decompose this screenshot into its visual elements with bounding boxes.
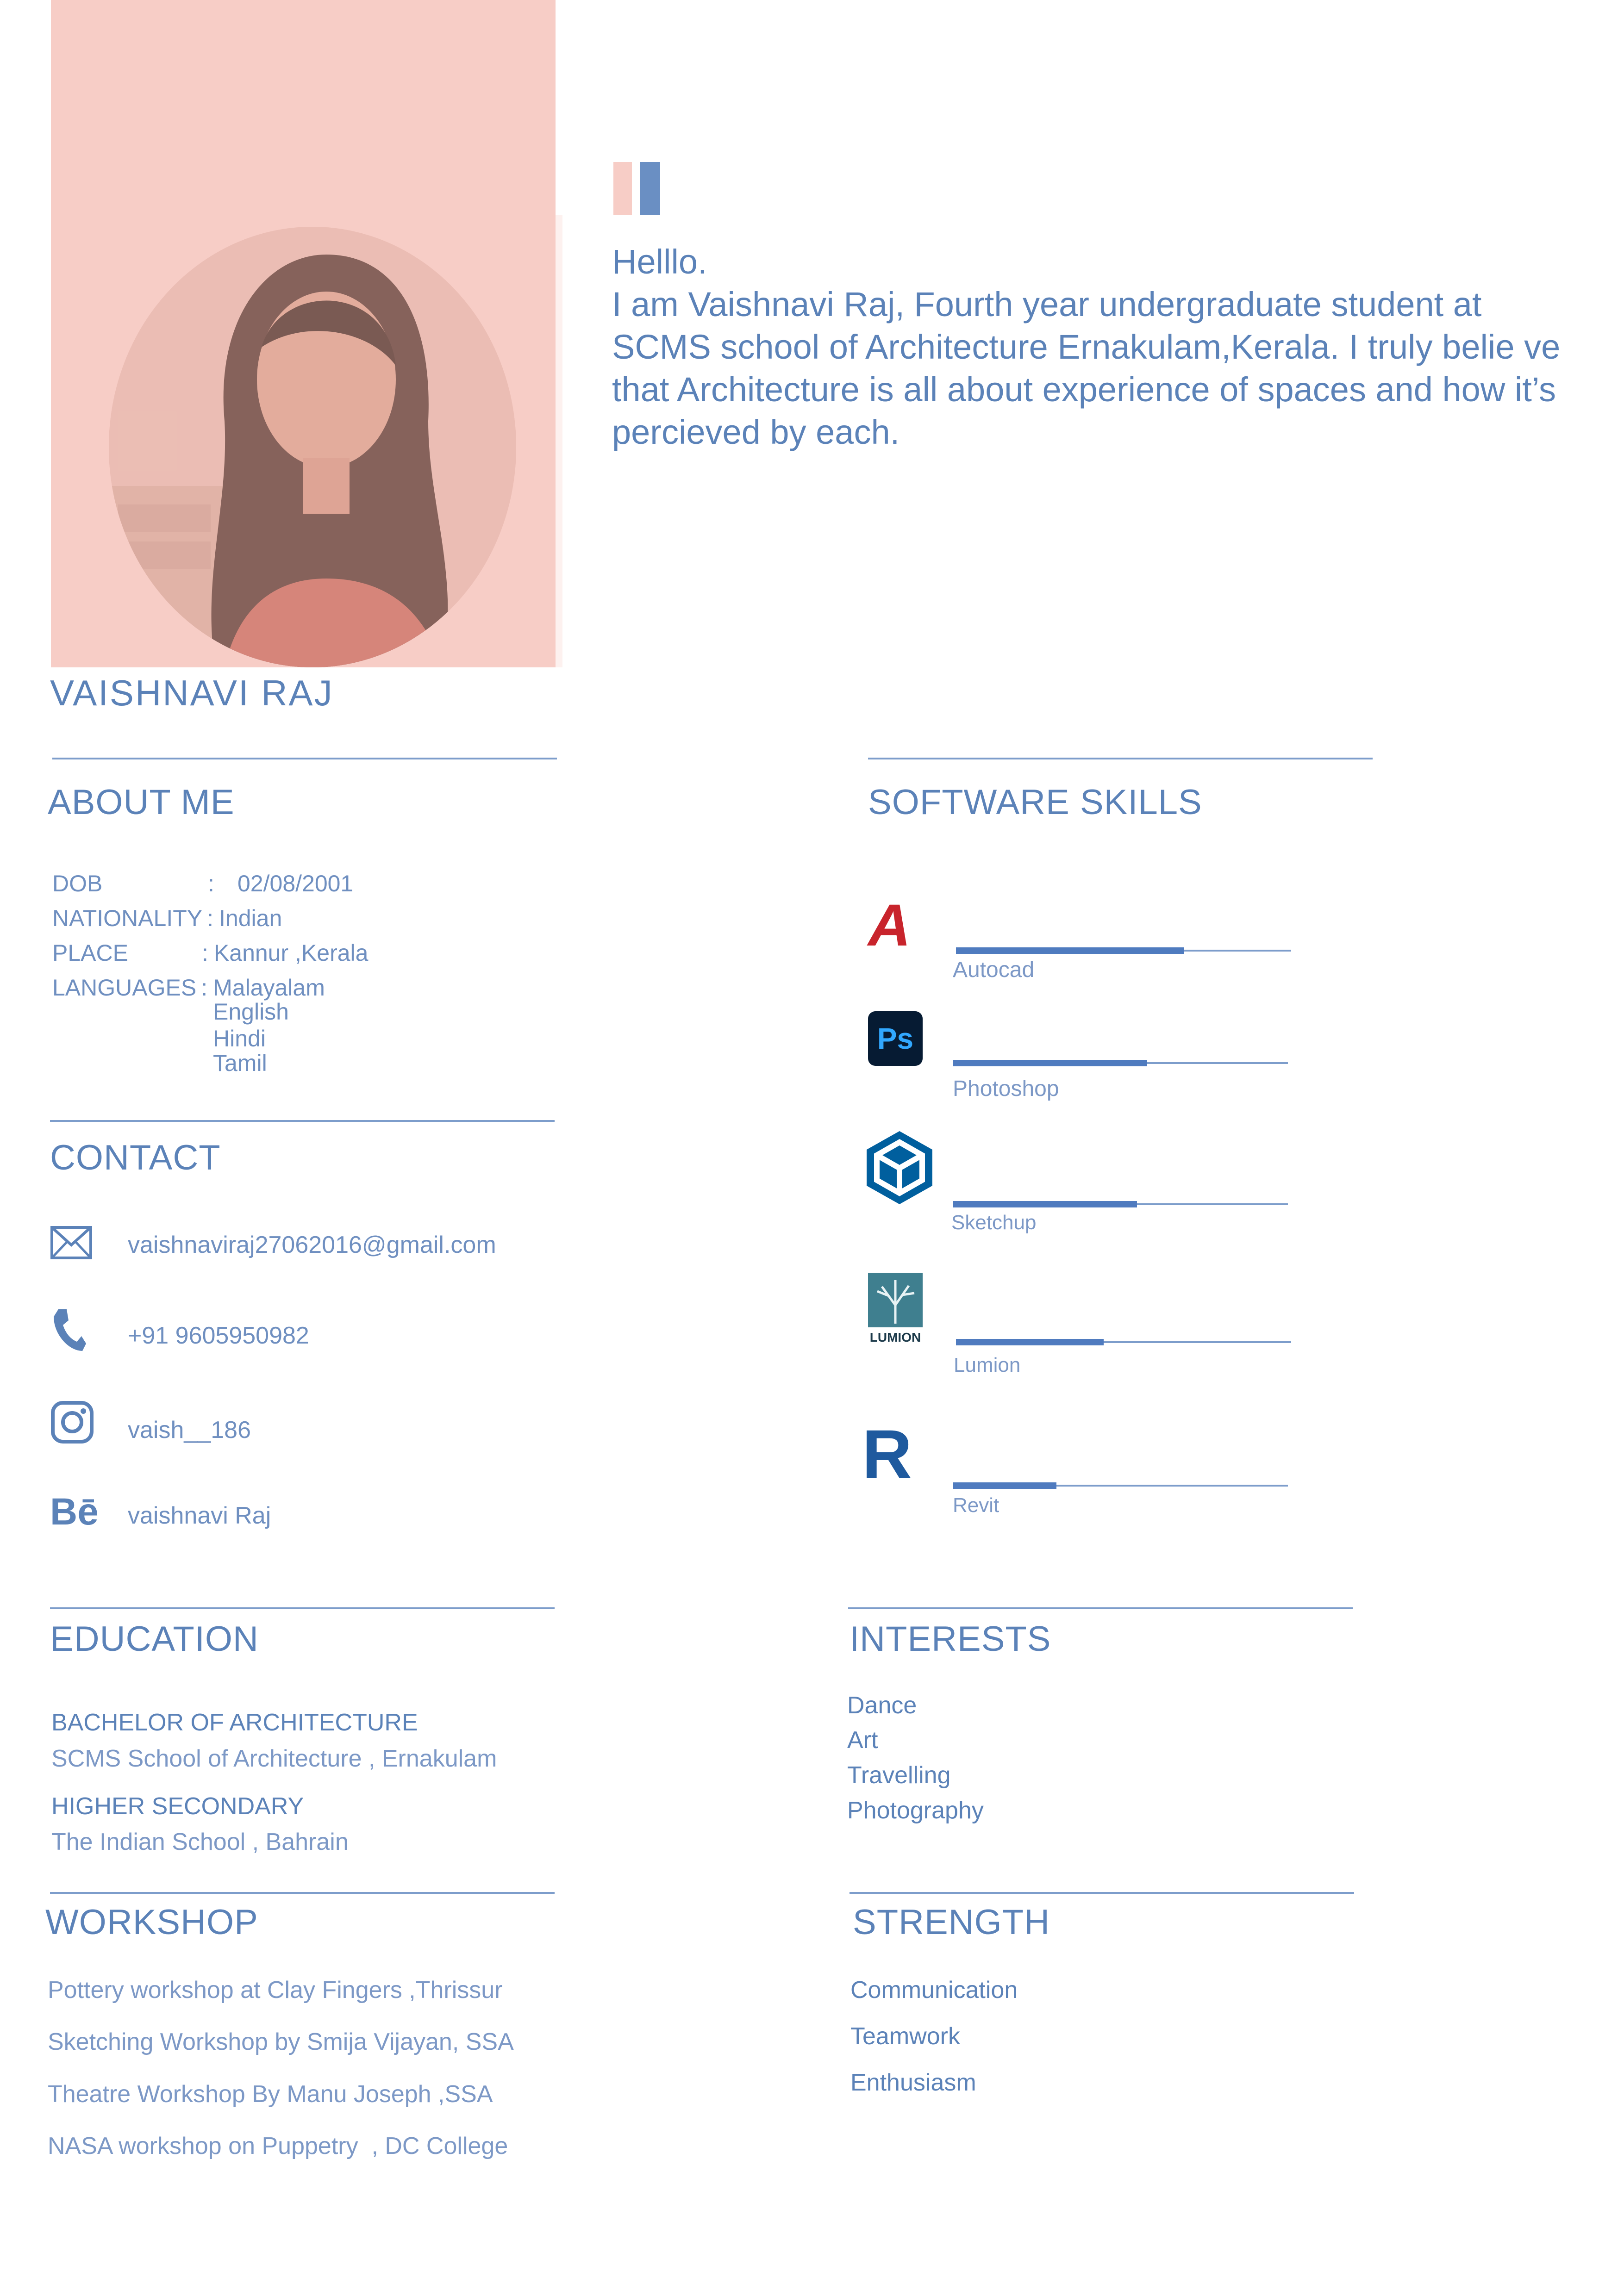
mail-icon (50, 1226, 94, 1270)
strength-item: Enthusiasm (850, 2069, 976, 2096)
autocad-icon: A (868, 892, 911, 958)
about-separator: : (201, 975, 208, 1001)
revit-icon: R (862, 1415, 912, 1493)
workshop-heading: WORKSHOP (45, 1903, 258, 1942)
skill-label-revit: Revit (953, 1494, 999, 1517)
strength-item: Communication (850, 1977, 1018, 2004)
divider-contact (50, 1120, 555, 1122)
intro-paragraph: I am Vaishnavi Raj, Fourth year undergraduate student at SCMS school of Architecture Ernakulam,Kerala. I truly belie ve that Architecture is all about experience of spaces and how it’s percieved by each. (612, 285, 1561, 451)
skill-bar-fill (956, 947, 1184, 954)
divider-workshop (50, 1892, 555, 1894)
contact-heading: CONTACT (50, 1138, 221, 1177)
education-school: SCMS School of Architecture , Ernakulam (51, 1745, 497, 1772)
workshop-item: Theatre Workshop By Manu Joseph ,SSA (48, 2081, 493, 2108)
skill-label-sketchup: Sketchup (951, 1211, 1037, 1234)
contact-email[interactable]: vaishnaviraj27062016@gmail.com (128, 1232, 496, 1258)
skill-bar-revit (953, 1485, 1288, 1487)
about-row-nationality (52, 905, 282, 932)
accent-bar-pink (613, 162, 632, 215)
skill-label-photoshop: Photoshop (953, 1076, 1059, 1101)
photo-tint-overlay (51, 215, 562, 667)
sketchup-icon (865, 1129, 934, 1208)
about-separator: : (202, 940, 208, 966)
skill-bar-fill (953, 1201, 1137, 1207)
interest-item: Photography (847, 1797, 984, 1824)
intro-text (612, 241, 1584, 454)
about-separator: : (207, 905, 214, 931)
about-label: DOB (52, 871, 103, 896)
about-value: 02/08/2001 (237, 871, 354, 896)
divider-strength (849, 1892, 1354, 1894)
skill-label-lumion: Lumion (954, 1354, 1021, 1376)
phone-icon (50, 1307, 94, 1351)
about-language: Hindi (213, 1026, 266, 1052)
intro-greeting: Helllo. (612, 243, 707, 281)
about-value: Indian (219, 905, 282, 931)
behance-icon: Bē (50, 1491, 99, 1533)
interest-item: Travelling (847, 1762, 951, 1789)
about-row-dob (52, 870, 353, 897)
workshop-item: Sketching Workshop by Smija Vijayan, SSA (48, 2028, 514, 2055)
contact-behance[interactable]: vaishnavi Raj (128, 1502, 271, 1529)
instagram-icon (50, 1400, 94, 1444)
education-degree: BACHELOR OF ARCHITECTURE (51, 1709, 418, 1736)
divider-education (50, 1607, 555, 1609)
skill-bar-sketchup (953, 1203, 1288, 1205)
contact-instagram[interactable]: vaish__186 (128, 1417, 251, 1444)
skill-bar-photoshop (953, 1062, 1288, 1064)
workshop-item: NASA workshop on Puppetry , DC College (48, 2133, 508, 2159)
profile-name: VAISHNAVI RAJ (50, 672, 334, 713)
strength-heading: STRENGTH (853, 1903, 1050, 1942)
divider-about (52, 758, 557, 759)
education-degree: HIGHER SECONDARY (51, 1793, 304, 1820)
skill-bar-autocad (956, 950, 1291, 952)
about-value: Kannur ,Kerala (213, 940, 369, 966)
education-school: The Indian School , Bahrain (51, 1829, 349, 1855)
interests-heading: INTERESTS (849, 1619, 1051, 1659)
interest-item: Art (847, 1727, 878, 1754)
photoshop-icon: Ps (868, 1011, 923, 1066)
about-separator: : (208, 871, 214, 896)
divider-software (868, 758, 1373, 759)
interest-item: Dance (847, 1692, 917, 1719)
about-language: English (213, 999, 289, 1025)
about-row-languages (52, 974, 325, 1001)
lumion-icon (868, 1273, 923, 1344)
skill-bar-fill (956, 1339, 1104, 1345)
education-heading: EDUCATION (50, 1619, 259, 1659)
strength-item: Teamwork (850, 2023, 960, 2050)
contact-phone[interactable]: +91 9605950982 (128, 1322, 309, 1349)
skill-bar-lumion (956, 1341, 1291, 1343)
about-label: NATIONALITY (52, 905, 203, 931)
software-heading: SOFTWARE SKILLS (868, 783, 1202, 822)
about-row-place (52, 940, 368, 966)
skill-bar-fill (953, 1482, 1056, 1489)
divider-interests (848, 1607, 1353, 1609)
about-label: PLACE (52, 940, 128, 966)
lumion-wordmark: LUMION (869, 1330, 921, 1344)
about-label: LANGUAGES (52, 975, 197, 1001)
about-language: Tamil (213, 1050, 267, 1076)
workshop-item: Pottery workshop at Clay Fingers ,Thrissur (48, 1977, 503, 2004)
about-value: Malayalam (213, 975, 325, 1001)
skill-bar-fill (953, 1060, 1147, 1066)
about-heading: ABOUT ME (48, 783, 235, 822)
accent-bar-blue (640, 162, 660, 215)
skill-label-autocad: Autocad (953, 958, 1035, 982)
